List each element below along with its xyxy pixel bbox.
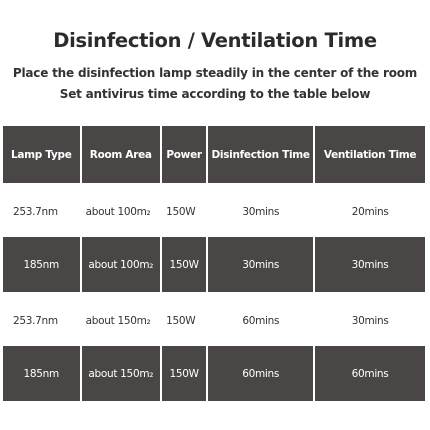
cell-disinfection-time: 60mins [208,346,313,401]
cell-room-area: about 150m₂ [82,346,160,401]
cell-room-area: about 100m₂ [82,237,160,292]
disinfection-table [3,126,425,404]
instruction-line-2: Set antivirus time according to the table below [59,87,371,101]
header-ventilation-time: Ventilation Time [315,126,425,183]
cell-lamp-type: 253.7nm [3,295,80,346]
table-row [3,295,425,346]
cell-ventilation-time: 30mins [315,295,425,346]
table-header-row [3,126,425,183]
page-title: Disinfection / Ventilation Time [53,29,377,52]
cell-lamp-type: 185nm [3,346,80,401]
cell-room-area: about 150m₂ [82,295,161,346]
table-row [3,186,425,237]
cell-disinfection-time: 60mins [208,295,313,346]
cell-lamp-type: 253.7nm [3,186,80,237]
cell-power: 150W [162,186,206,237]
header-lamp-type: Lamp Type [3,126,80,183]
cell-disinfection-time: 30mins [208,237,313,292]
instruction-line-1: Place the disinfection lamp steadily in the center of the room [12,66,418,80]
header-power: Power [162,126,206,183]
cell-lamp-type: 185nm [3,237,80,292]
table-row [3,237,425,292]
table-row [3,346,425,401]
cell-ventilation-time: 30mins [315,237,425,292]
cell-disinfection-time: 30mins [208,186,313,237]
cell-power: 150W [162,346,206,401]
cell-ventilation-time: 60mins [315,346,425,401]
cell-room-area: about 100m₂ [82,186,161,237]
cell-power: 150W [162,295,206,346]
header-room-area: Room Area [82,126,160,183]
cell-power: 150W [162,237,206,292]
header-disinfection-time: Disinfection Time [208,126,313,183]
cell-ventilation-time: 20mins [315,186,425,237]
